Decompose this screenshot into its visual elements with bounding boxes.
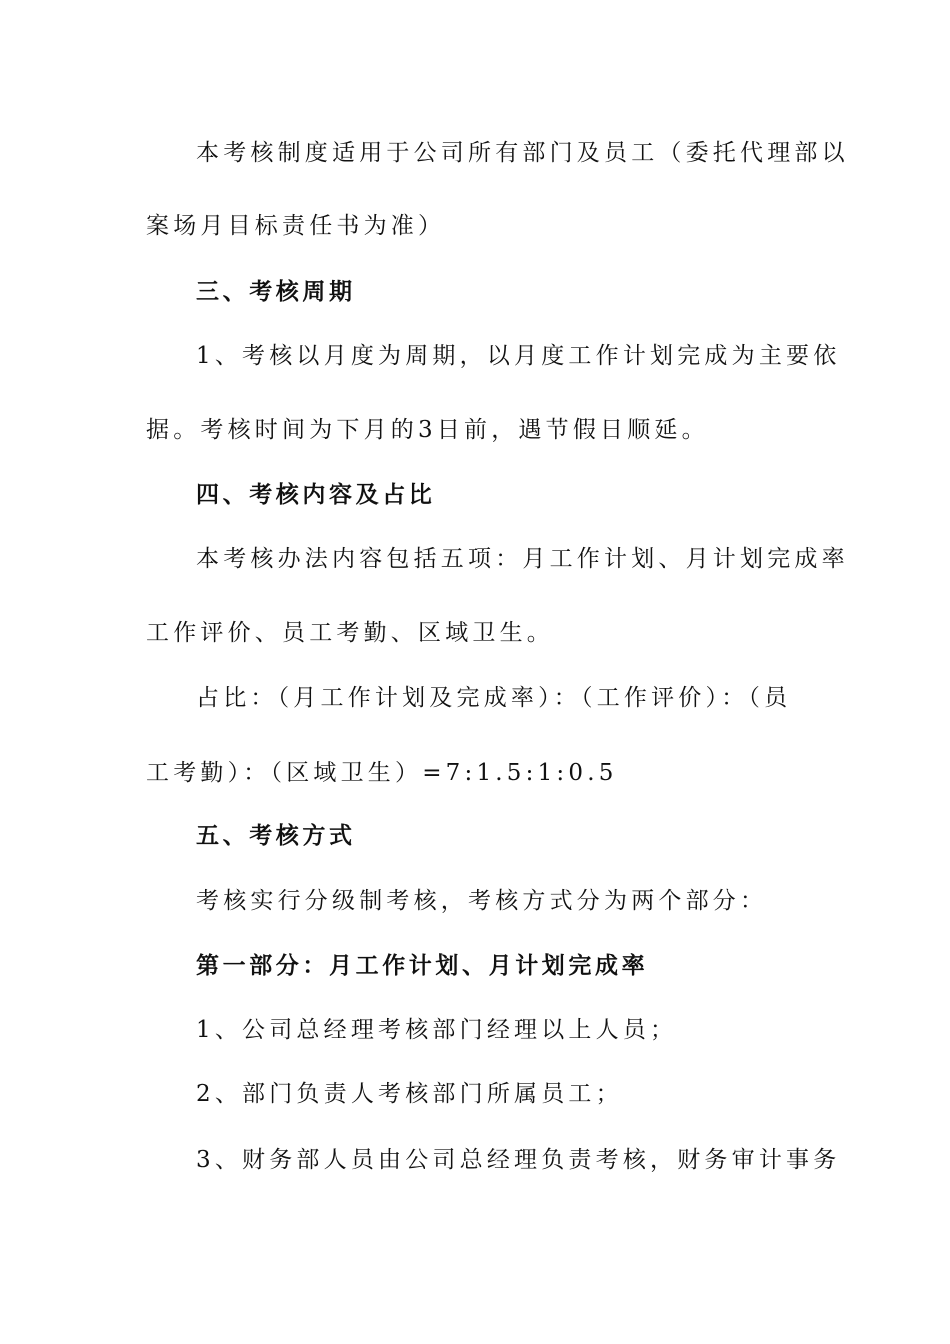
paragraph-scope-line-2: 案场月目标责任书为准） xyxy=(146,213,446,239)
heading-assessment-method: 五、考核方式 xyxy=(196,822,356,849)
heading-part-one: 第一部分：月工作计划、月计划完成率 xyxy=(196,952,649,979)
paragraph-ratio-line-1: 占比：（月工作计划及完成率）：（工作评价）：（员 xyxy=(196,685,792,711)
heading-content-and-ratio: 四、考核内容及占比 xyxy=(196,481,436,508)
paragraph-period-line-1: 1、考核以月度为周期，以月度工作计划完成为主要依 xyxy=(196,343,841,369)
list-item-3: 3、财务部人员由公司总经理负责考核，财务审计事务 xyxy=(196,1147,841,1173)
paragraph-method-intro: 考核实行分级制考核，考核方式分为两个部分： xyxy=(196,888,768,914)
paragraph-scope-line-1: 本考核制度适用于公司所有部门及员工（委托代理部以 xyxy=(196,140,849,166)
paragraph-ratio-line-2: 工考勤）：（区域卫生）=7:1.5:1:0.5 xyxy=(146,760,618,786)
paragraph-period-line-2: 据。考核时间为下月的3日前，遇节假日顺延。 xyxy=(146,417,709,443)
list-item-1: 1、公司总经理考核部门经理以上人员； xyxy=(196,1017,678,1043)
list-item-2: 2、部门负责人考核部门所属员工； xyxy=(196,1081,623,1107)
paragraph-content-line-2: 工作评价、员工考勤、区域卫生。 xyxy=(146,620,554,646)
heading-assessment-period: 三、考核周期 xyxy=(196,278,356,305)
paragraph-content-line-1: 本考核办法内容包括五项：月工作计划、月计划完成率 xyxy=(196,546,849,572)
